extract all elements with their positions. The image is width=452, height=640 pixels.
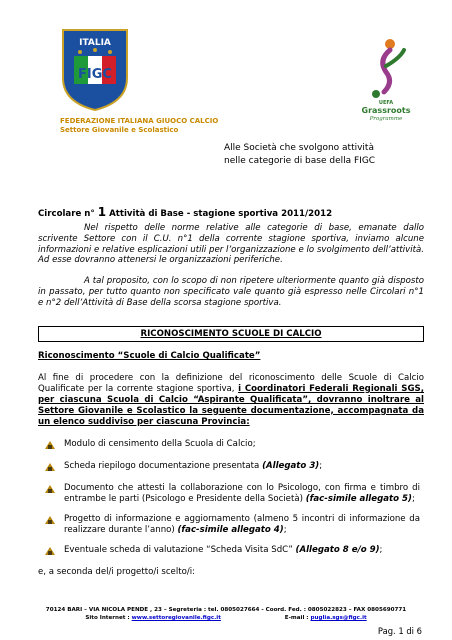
bullet-text: Progetto di informazione e aggiornamento (almeno 5 incontri di informazione da realizzare durante l’anno) (64, 514, 420, 535)
list-item (44, 439, 420, 450)
grassroots-uefa-text: UEFA (378, 100, 394, 106)
recipient-line-2: nelle categorie di base della FIGC (224, 155, 376, 166)
recipient-line-1: Alle Società che svolgono attività (224, 143, 374, 153)
bullet-tail: ; (283, 524, 287, 535)
bullet-icon (44, 484, 56, 494)
grassroots-logo (356, 36, 416, 122)
list-item (44, 545, 420, 556)
bullet-ref: (fac-simile allegato 5) (305, 493, 412, 504)
footer-site-label: Sito Internet : (85, 615, 132, 621)
footer-contacts (0, 615, 452, 621)
bullet-icon (44, 462, 56, 472)
bullet-ref: (Allegato 8 e/o 9) (295, 545, 380, 555)
circular-number: 1 (97, 205, 107, 219)
footer-address: 70124 BARI – VIA NICOLA PENDE , 23 – Segreteria : tel. 0805027664 - Coord. Fed. : 0805022823 – FAX 0805690771 (45, 607, 407, 613)
bullet-tail: ; (411, 493, 415, 504)
paragraph-2: A tal proposito, con lo scopo di non ripetere ulteriormente quanto già disposto in passato, per tutto quanto non specificato vale quanto già espresso nelle Circolari n°1 e n°2 dell’Attività di Base della scorsa stagione sportiva. (38, 276, 424, 308)
list-item (44, 514, 420, 536)
bullet-tail: ; (379, 545, 383, 555)
circular-title (38, 205, 332, 219)
bullet-text: Scheda riepilogo documentazione presentata (64, 461, 263, 471)
footer-email-link[interactable]: puglia.sgs@figc.it (310, 615, 367, 621)
circular-subject: Attività di Base - stagione sportiva 2011/2012 (109, 209, 333, 219)
svg-text:FIGC: FIGC (78, 67, 112, 82)
bullet-text: Eventuale scheda di valutazione “Scheda Visita SdC” (64, 545, 296, 555)
intro-text: Al fine di procedere con la definizione del riconoscimento delle Scuole di Calcio Qualificate per la corrente stagione sportiva, (38, 373, 424, 394)
section-title-box: RICONOSCIMENTO SCUOLE DI CALCIO (38, 326, 424, 342)
footer-site-link[interactable]: www.settoregiovanile.figc.it (131, 615, 221, 621)
bullet-icon (44, 440, 56, 450)
bullet-ref: (fac-simile allegato 4) (177, 524, 284, 535)
org-department: Settore Giovanile e Scolastico (60, 126, 179, 134)
bullet-text: Modulo di censimento della Scuola di Calcio; (64, 439, 256, 449)
intro-paragraph (38, 373, 424, 428)
logo-italia-text: ITALIA (79, 38, 111, 48)
list-item (44, 483, 420, 505)
bullet-tail: ; (319, 461, 323, 471)
intro-emphasis: i Coordinatori Federali Regionali SGS, per ciascuna Scuola di Calcio “Aspirante Qualificata”, dovranno inoltrare al Settore Giovanile e Scolastico la seguente documentazione, accompagnata da un elenco suddiviso per ciascuna Provincia: (38, 383, 424, 427)
section-subtitle: Riconoscimento “Scuole di Calcio Qualificate” (38, 351, 261, 361)
recipient-block (224, 142, 424, 167)
bullet-icon (44, 546, 56, 556)
bullet-text: Documento che attesti la collaborazione con lo Psicologo, con firma e timbro di entrambe le parti (Psicologo e Presidente della Società) (64, 483, 420, 504)
after-list-text: e, a seconda del/i progetto/i scelto/i: (38, 567, 196, 577)
paragraph-1: Nel rispetto delle norme relative alle categorie di base, emanate dallo scrivente Settore con il C.U. n°1 della corrente stagione sportiva, inviamo alcune informazioni e relative esplicazioni utili per l’organizzazione e lo svolgimento dell’attività. Ad esse dovranno attenersi le organizzazioni periferiche. (38, 223, 424, 266)
grassroots-subtitle-text: Programme (369, 116, 403, 122)
grassroots-title-text: Grassroots (361, 106, 411, 115)
list-item (44, 461, 420, 472)
bullet-ref: (Allegato 3) (262, 461, 320, 471)
page-number: Pag. 1 di 6 (377, 626, 422, 636)
figc-logo (60, 28, 130, 112)
footer-email-label: E-mail : (284, 615, 311, 621)
bullet-icon (44, 515, 56, 525)
circular-prefix: Circolare n° (38, 209, 95, 219)
org-name: FEDERAZIONE ITALIANA GIUOCO CALCIO (60, 117, 219, 125)
